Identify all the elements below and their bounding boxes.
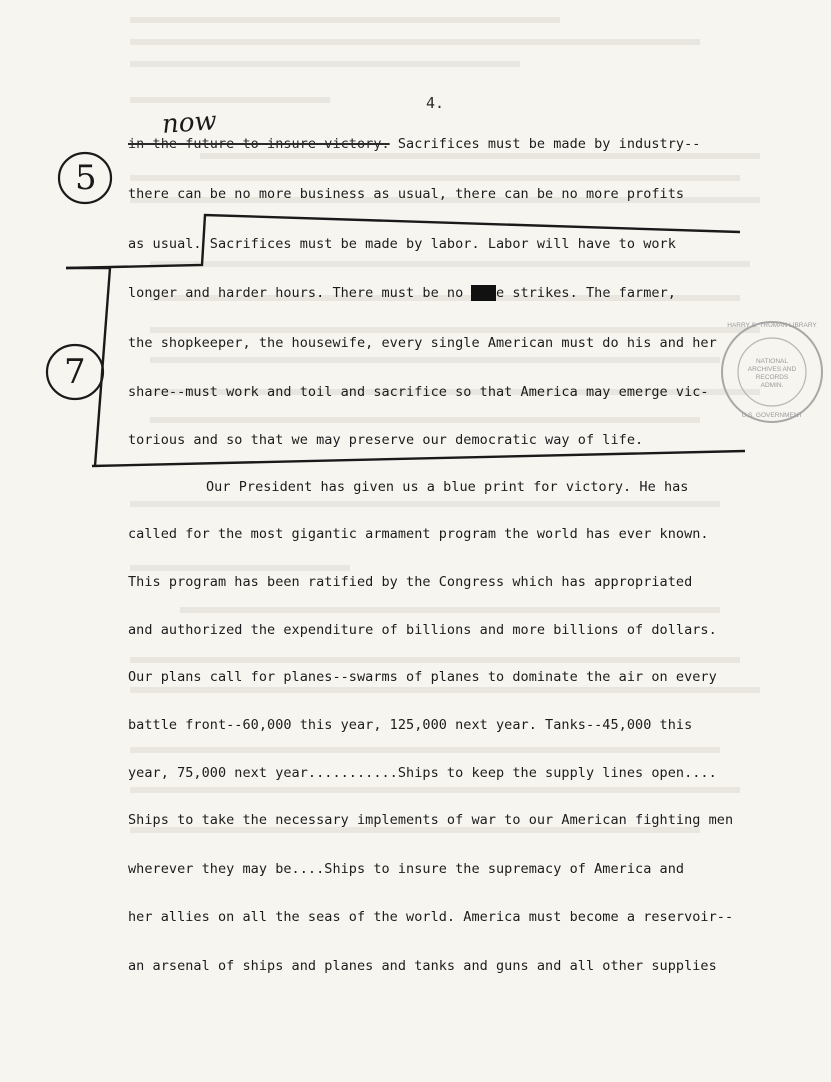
text-line-1 [128,136,700,152]
text-line-7: torious and so that we may preserve our democratic way of life. [128,432,644,448]
circle-number-7: 7 [64,352,86,392]
text-line-12: Our plans call for planes--swarms of planes to dominate the air on every [128,669,717,685]
archive-stamp [718,318,826,426]
text-line-5: the shopkeeper, the housewife, every single American must do his and her [128,335,717,351]
line-text-after: e strikes. The farmer, [496,285,676,301]
page-number: 4. [426,94,445,112]
stamp-ring-top: HARRY S. TRUMAN LIBRARY [727,322,817,329]
text-line-9: called for the most gigantic armament program the world has ever known. [128,526,709,542]
stamp-inner-2: ARCHIVES AND [747,366,797,373]
text-line-18: an arsenal of ships and planes and tanks and guns and all other supplies [128,958,717,974]
text-line-6: share--must work and toil and sacrifice so that America may emerge vic- [128,384,709,400]
text-line-15: Ships to take the necessary implements of war to our American fighting men [128,812,734,828]
text-line-16: wherever they may be....Ships to insure the supremacy of America and [128,861,685,877]
text-line-13: battle front--60,000 this year, 125,000 next year. Tanks--45,000 this [128,717,693,733]
stamp-inner-3: RECORDS [755,374,789,381]
text-line-2: there can be no more business as usual, there can be no more profits [128,186,685,202]
text-line-11: and authorized the expenditure of billions and more billions of dollars. [128,622,717,638]
bracket-bottom-line [92,451,745,466]
text-line-17: her allies on all the seas of the world. America must become a reservoir-- [128,909,734,925]
text-line-14: year, 75,000 next year...........Ships to keep the supply lines open.... [128,765,717,781]
line-text: Sacrifices must be made by industry-- [389,136,701,152]
line-text-before: longer and harder hours. There must be no [128,285,472,301]
stamp-inner-1: NATIONAL [755,358,789,365]
redacted-word: mor [471,285,497,301]
text-line-4 [128,285,676,301]
text-line-8: Our President has given us a blue print for victory. He has [206,479,689,495]
stamp-inner-4: ADMIN. [760,382,784,389]
stamp-ring-bottom: U.S. GOVERNMENT [741,412,803,419]
handwritten-insert: now [161,106,218,140]
text-line-3: as usual. Sacrifices must be made by labor. Labor will have to work [128,236,676,252]
circle-number-5: 5 [75,158,97,198]
text-line-10: This program has been ratified by the Congress which has appropriated [128,574,693,590]
struck-text: in the future to insure victory. [128,136,390,152]
bracket-left-line [95,268,110,466]
